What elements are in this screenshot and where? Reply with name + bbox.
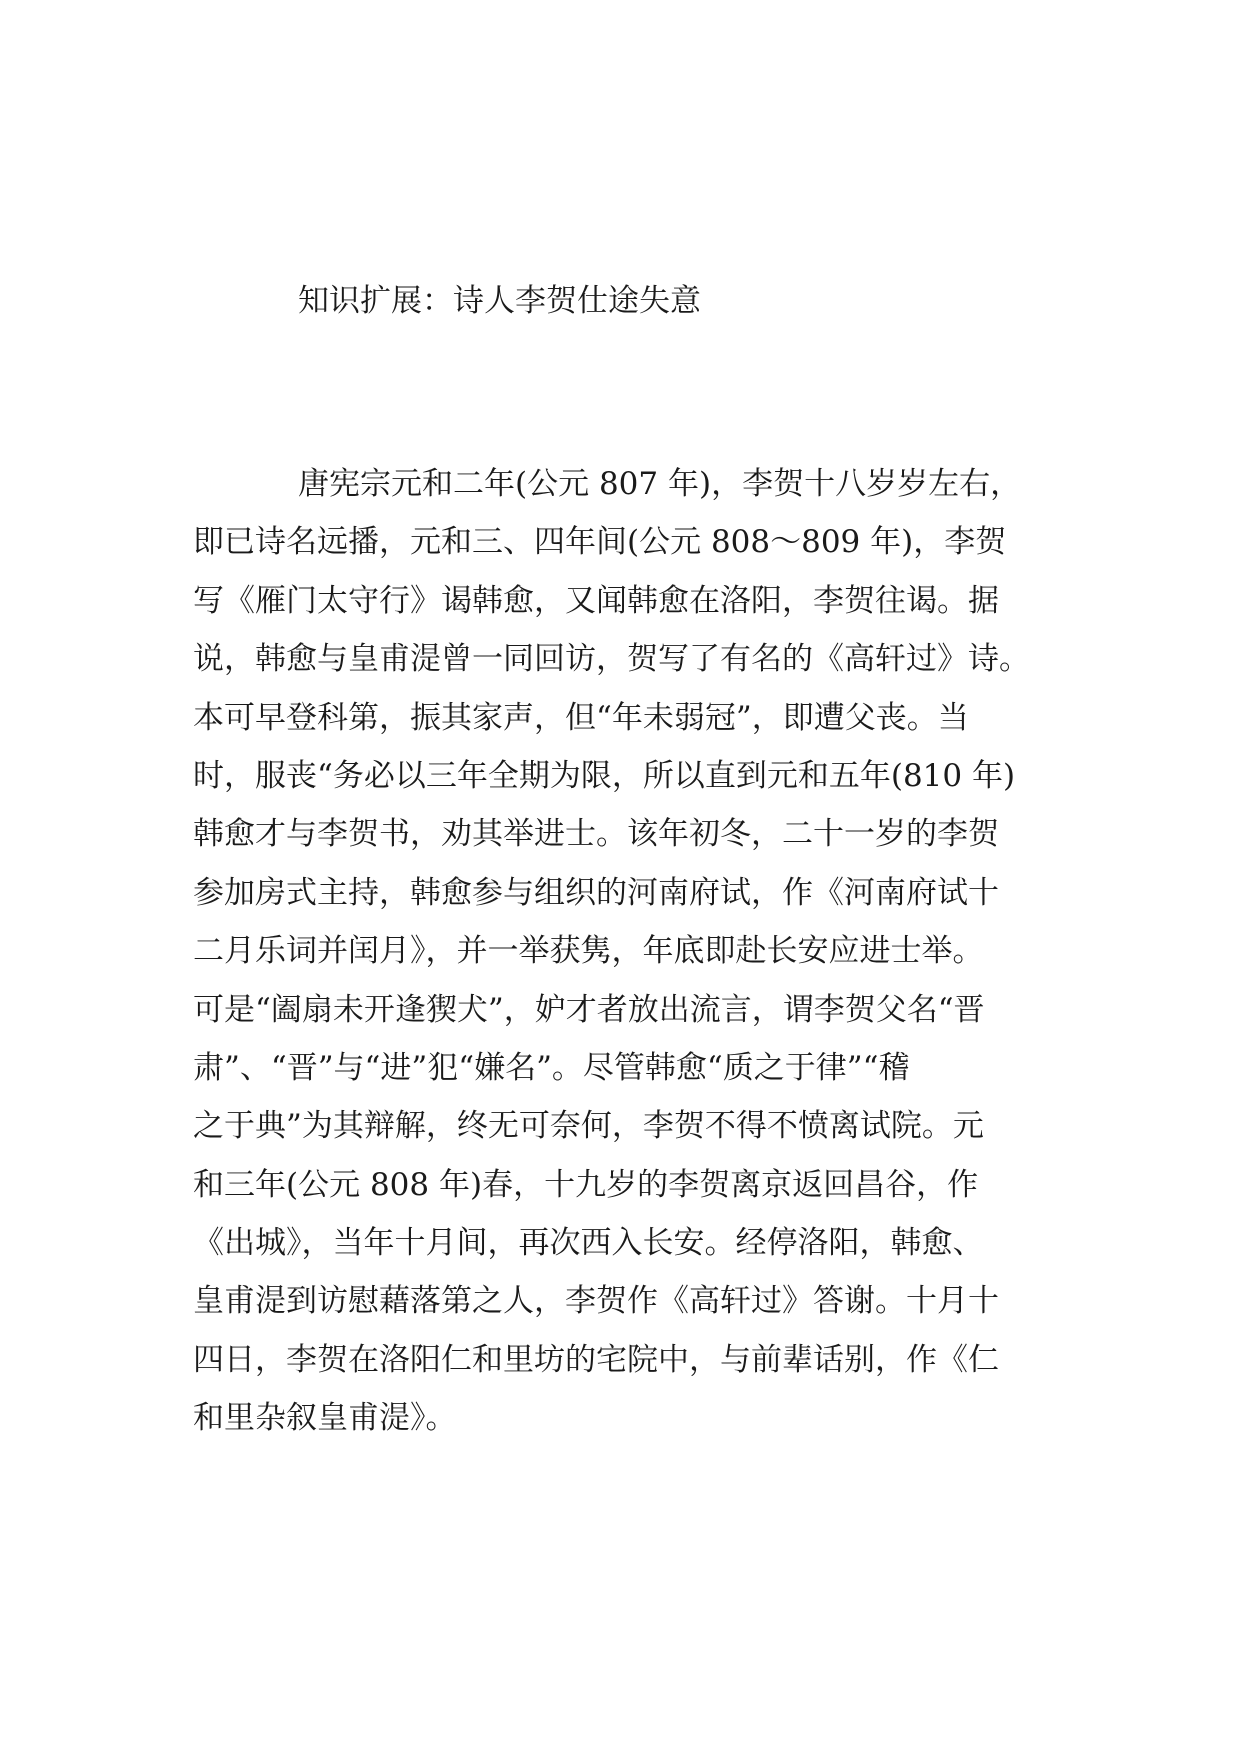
text-line: 肃”、“晋”与“进”犯“嫌名”。尽管韩愈“质之于律”“稽 [193,1049,910,1086]
text-line: 时，服丧“务必以三年全期为限，所以直到元和五年(810 年) [193,757,1016,794]
text-line: 和三年(公元 808 年)春，十九岁的李贺离京返回昌谷，作 [193,1166,979,1203]
text-line: 四日，李贺在洛阳仁和里坊的宅院中，与前辈话别，作《仁 [193,1341,999,1378]
text-line: 即已诗名远播，元和三、四年间(公元 808～809 年)，李贺 [193,524,1007,561]
text-line: 和里杂叙皇甫湜》。 [193,1400,457,1437]
text-line: 韩愈才与李贺书，劝其举进士。该年初冬，二十一岁的李贺 [193,816,999,853]
text-line: 本可早登科第，振其家声，但“年未弱冠”，即遭父丧。当 [193,699,969,736]
body-paragraph [193,455,1073,1448]
text-line: 写《雁门太守行》谒韩愈，又闻韩愈在洛阳，李贺往谒。据 [193,582,999,619]
text-line: 说，韩愈与皇甫湜曾一同回访，贺写了有名的《高轩过》诗。 [193,641,1030,678]
text-line: 皇甫湜到访慰藉落第之人，李贺作《高轩过》答谢。十月十 [193,1283,999,1320]
text-line: 二月乐词并闰月》，并一举获隽，年底即赴长安应进士举。 [193,933,984,970]
text-line: 唐宪宗元和二年(公元 807 年)，李贺十八岁岁左右， [298,466,1022,502]
text-line: 之于典”为其辩解，终无可奈何，李贺不得不愤离试院。元 [193,1108,984,1145]
document-title: 知识扩展：诗人李贺仕途失意 [298,283,701,319]
text-line: 《出城》，当年十月间，再次西入长安。经停洛阳，韩愈、 [193,1225,984,1262]
text-line: 可是“阖扇未开逢猰犬”，妒才者放出流言，谓李贺父名“晋 [193,991,985,1028]
text-line: 参加房式主持，韩愈参与组织的河南府试，作《河南府试十 [193,874,999,911]
